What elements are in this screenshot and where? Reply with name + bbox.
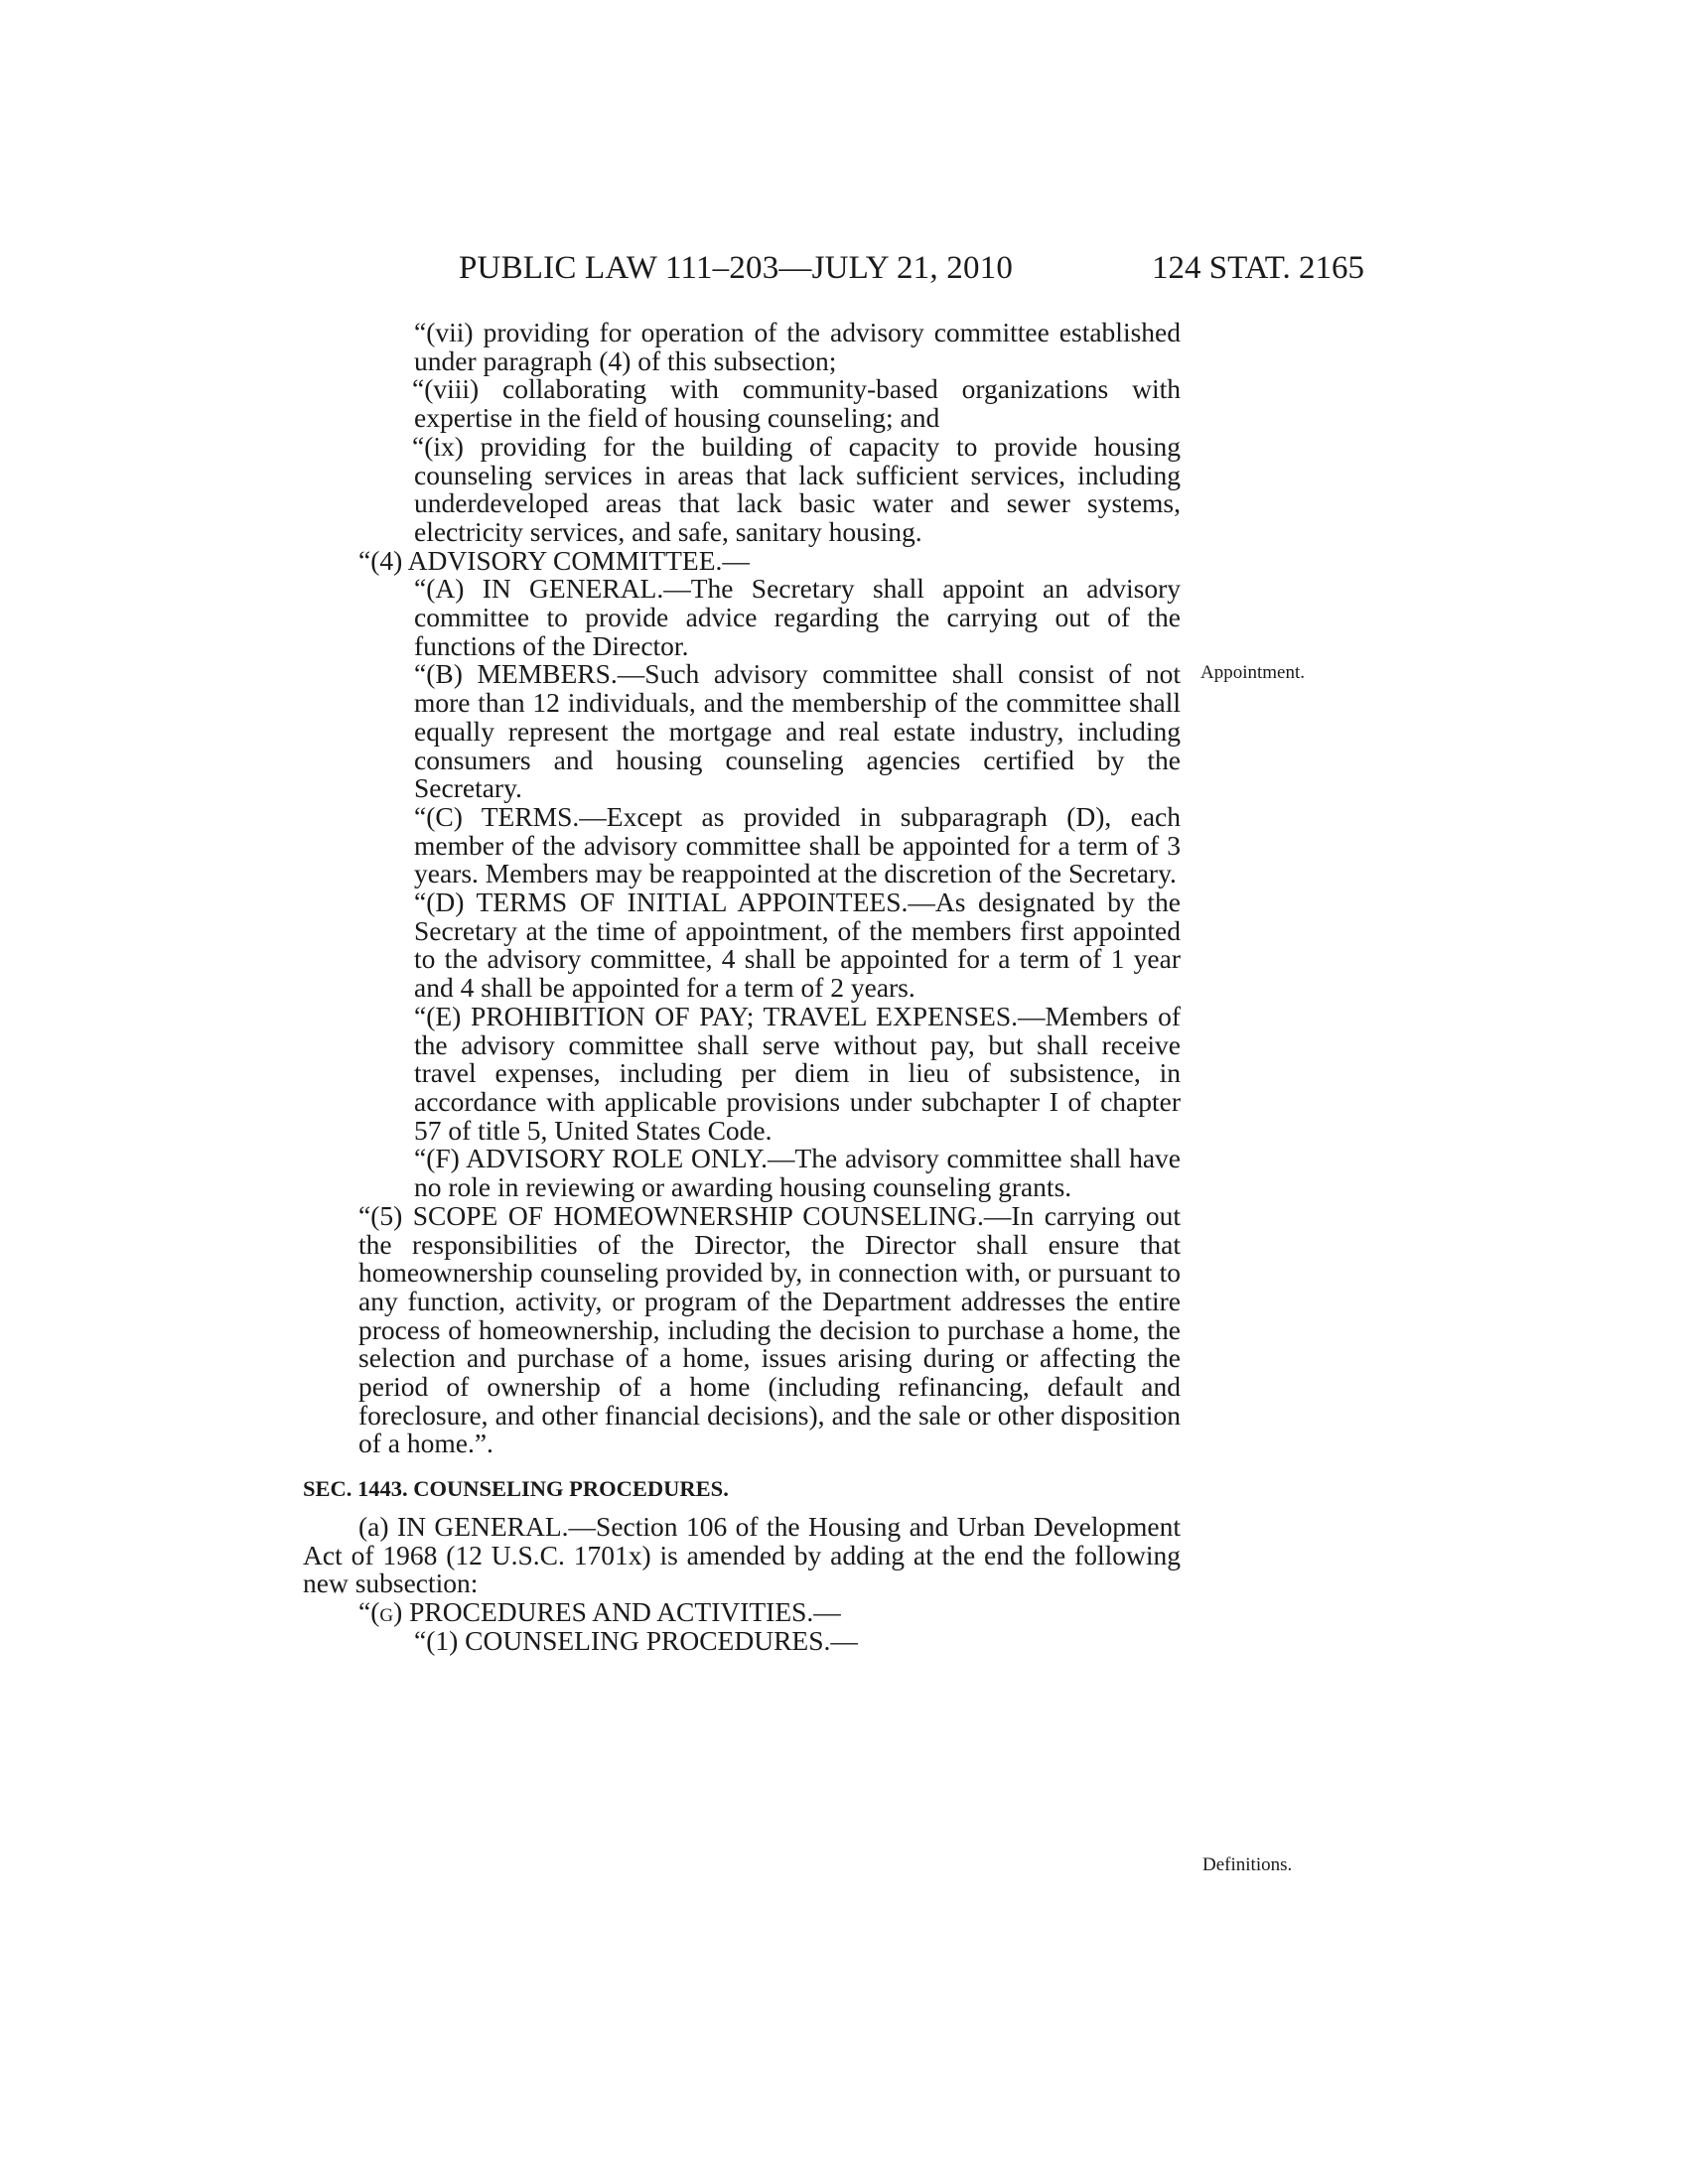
subparagraph-d: “(D) TERMS OF INITIAL APPOINTEES.—As designated by the Secretary at the time of appointment, of the members first appointed to the advisory committee, 4 shall be appointed for a term of 1 year and 4 shall be appointed for a term of 2 years. [414, 887, 1181, 1004]
statute-body [303, 319, 1181, 1655]
section-1443-heading: SEC. 1443. COUNSELING PROCEDURES. [303, 1476, 729, 1502]
subparagraph-a: “(A) IN GENERAL.—The Secretary shall appoint an advisory committee to provide advice regarding the carrying out of the functions of the Director. [414, 573, 1181, 661]
paragraph-4-heading: “(4) ADVISORY COMMITTEE.— [358, 544, 750, 576]
paragraph-1-counseling-procedures-heading: “(1) COUNSELING PROCEDURES.— [414, 1624, 858, 1656]
subparagraph-c: “(C) TERMS.—Except as provided in subparagraph (D), each member of the advisory committee shall be appointed for a term of 3 years. Members may be reappointed at the discretion of the Secretary. [414, 800, 1181, 889]
clause-vii: “(vii) providing for operation of the advisory committee established under paragraph (4) of this subsection; [414, 317, 1181, 376]
subparagraph-b: “(B) MEMBERS.—Such advisory committee shall consist of not more than 12 individuals, and the membership of the committee shall equally represent the mortgage and real estate industry, including consumers and housing counseling agencies certified by the Secretary. [414, 658, 1181, 804]
clause-ix: “(ix) providing for the building of capacity to provide housing counseling services in areas that lack sufficient services, including underdeveloped areas that lack basic water and sewer systems, electricity services, and safe, sanitary housing. [412, 430, 1181, 547]
running-header-page-number: 124 STAT. 2165 [1152, 250, 1365, 286]
running-header-left: PUBLIC LAW 111–203—JULY 21, 2010 [459, 250, 1014, 286]
paragraph-5: “(5) SCOPE OF HOMEOWNERSHIP COUNSELING.—In carrying out the responsibilities of the Director, the Director shall ensure that homeownership counseling provided by, in connection with, or pursuant to any function, activity, or program of the Department addresses the entire process of homeownership, including the decision to purchase a home, the selection and purchase of a home, issues arising during or affecting the period of ownership of a home (including refinancing, default and foreclosure, and other financial decisions), and the sale or other disposition of a home.”. [358, 1199, 1181, 1459]
clause-viii: “(viii) collaborating with community-based organizations with expertise in the field of housing counseling; and [412, 373, 1181, 434]
subparagraph-f: “(F) ADVISORY ROLE ONLY.—The advisory committee shall have no role in reviewing or awarding housing counseling grants. [414, 1143, 1181, 1203]
subparagraph-e: “(E) PROHIBITION OF PAY; TRAVEL EXPENSES.—Members of the advisory committee shall serve without pay, but shall receive travel expenses, including per diem in lieu of subsistence, in accordance with applicable provisions under subchapter I of chapter 57 of title 5, United States Code. [414, 1000, 1181, 1146]
subsection-a: (a) IN GENERAL.—Section 106 of the Housing and Urban Development Act of 1968 (12 U.S.C. 1701x) is amended by adding at the end the following new subsection: [303, 1510, 1181, 1599]
margin-note-appointment: Appointment. [1200, 662, 1306, 683]
subsection-g-heading: “(g) PROCEDURES AND ACTIVITIES.— [358, 1595, 841, 1627]
margin-note-definitions: Definitions. [1202, 1854, 1293, 1875]
